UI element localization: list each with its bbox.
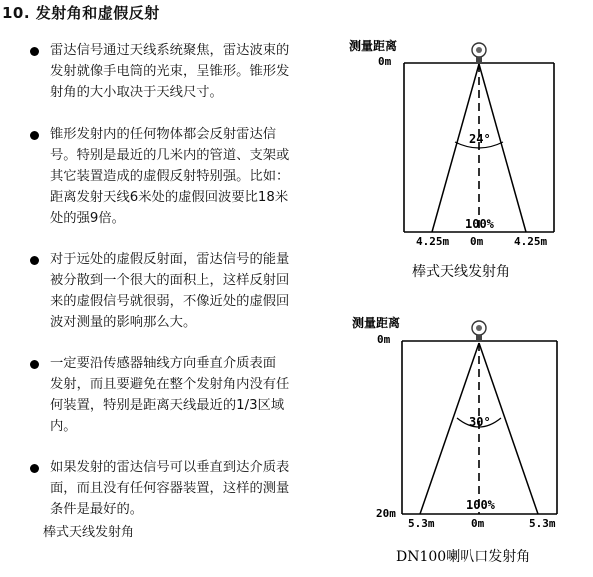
diagram2-center-label: 0m <box>471 517 485 530</box>
bullet-line: 波对测量的影响那么大。 <box>50 315 197 330</box>
bullet-line: 发射，而且要避免在整个发射角内没有任 <box>50 377 290 392</box>
horn-antenna-diagram <box>352 315 557 565</box>
diagram2-percent-label: 100% <box>466 498 495 512</box>
diagram2-axis-label: 测量距离 <box>352 316 401 330</box>
diagram1-right-label: 4.25m <box>514 235 548 248</box>
bullet-line: 发射就像手电筒的光束，呈锥形。锥形发 <box>50 64 290 79</box>
diagram1-caption: 棒式天线发射角 <box>412 264 510 280</box>
diagram2-sensor-icon <box>472 321 486 342</box>
bullet-line: 射角的大小取决于天线尺寸。 <box>50 85 223 100</box>
diagram2-right-label: 5.3m <box>529 517 556 530</box>
bullet-line: 内。 <box>50 419 77 434</box>
bullet-line: 对于远处的虚假反射面，雷达信号的能量 <box>50 252 290 267</box>
bullet-line: 面，而且没有任何容器装置，这样的测量 <box>50 481 290 496</box>
diagram2-bottom-label: 20m <box>376 507 396 520</box>
footer-caption: 棒式天线发射角 <box>43 525 135 540</box>
section-title: 10. 发射角和虚假反射 <box>2 4 160 22</box>
diagram1-angle-label: 24° <box>469 132 491 146</box>
diagram1-left-label: 4.25m <box>416 235 450 248</box>
bullet-line: 号。特别是最近的几米内的管道、支架或 <box>50 148 290 163</box>
diagram2-left-label: 5.3m <box>408 517 435 530</box>
diagram1-sensor-icon <box>472 43 486 64</box>
bullet-line: 处的强9倍。 <box>50 211 125 226</box>
bullet-line: 条件是最好的。 <box>50 502 144 517</box>
bullet-line: 其它装置造成的虚假反射特别强。比如： <box>50 169 290 184</box>
diagram2-top-label: 0m <box>377 333 391 346</box>
diagram1-top-label: 0m <box>378 55 392 68</box>
diagram2-caption: DN100喇叭口发射角 <box>396 549 531 565</box>
bullet-line: 一定要沿传感器轴线方向垂直介质表面 <box>50 356 277 371</box>
diagram1-percent-label: 100% <box>465 217 494 231</box>
bullet-line: 被分散到一个很大的面积上，这样反射回 <box>50 273 290 288</box>
bullet-line: 何装置，特别是距离天线最近的1/3区域 <box>50 398 285 413</box>
rod-antenna-diagram <box>349 38 554 280</box>
bullet-line: 来的虚假信号就很弱，不像近处的虚假回 <box>50 294 290 309</box>
diagram1-center-label: 0m <box>470 235 484 248</box>
bullet-line: 如果发射的雷达信号可以垂直到达介质表 <box>50 460 290 475</box>
bullet-line: 距离发射天线6米处的虚假回波要比18米 <box>50 190 289 205</box>
diagram2-angle-label: 30° <box>469 415 491 429</box>
bullet-line: 雷达信号通过天线系统聚焦，雷达波束的 <box>50 43 290 58</box>
diagram1-axis-label: 测量距离 <box>349 39 398 53</box>
bullet-line: 锥形发射内的任何物体都会反射雷达信 <box>50 127 277 142</box>
